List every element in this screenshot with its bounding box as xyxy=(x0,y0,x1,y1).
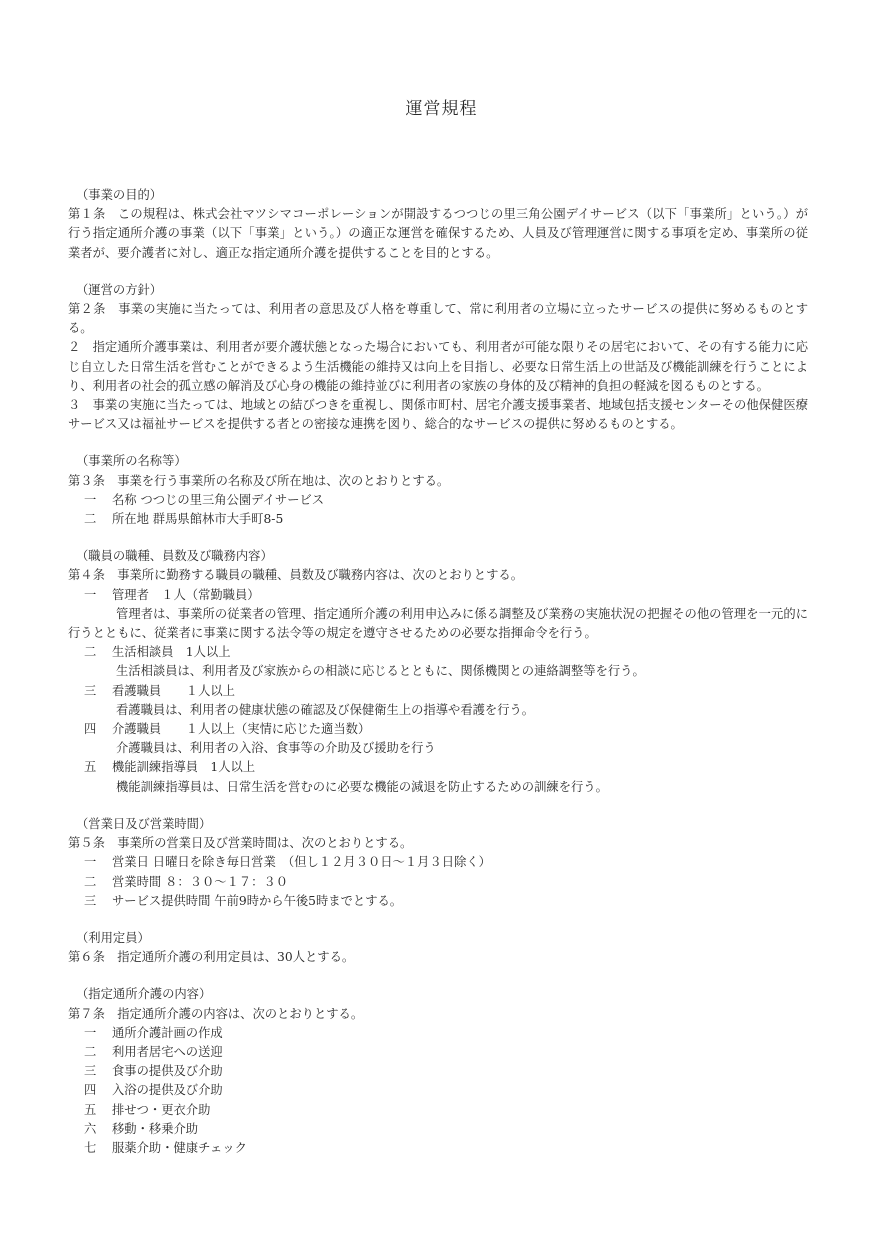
list-item xyxy=(68,892,808,911)
list-item xyxy=(68,491,808,510)
staff-role-item xyxy=(68,682,808,701)
item-text: 入浴の提供及び介助 xyxy=(112,1083,223,1098)
article-5-text: 第５条 事業所の営業日及び営業時間は、次のとおりとする。 xyxy=(68,836,413,851)
item-text: 通所介護計画の作成 xyxy=(112,1025,223,1040)
role-description: 管理者は、事業所の従業者の管理、指定通所介護の利用申込みに係る調整及び業務の実施状況の把握その他の管理を一元的に行うとともに、従業者に事業に関する法令等の規定を遵守させるための必要な指揮命令を行う。 xyxy=(68,606,808,641)
article-6-heading: （利用定員） xyxy=(76,930,150,945)
list-item xyxy=(68,1101,808,1120)
role-description: 機能訓練指導員は、日常生活を営むのに必要な機能の減退を防止するための訓練を行う。 xyxy=(116,779,608,794)
item-number: 三 xyxy=(84,1064,97,1079)
article-2-text: 第２条 事業の実施に当たっては、利用者の意思及び人格を尊重して、常に利用者の立場に立ったサービスの提供に努めるものとする。 xyxy=(68,302,808,336)
article-4-text: 第４条 事業所に勤務する職員の職種、員数及び職務内容は、次のとおりとする。 xyxy=(68,568,523,583)
article-2-paragraph-2: ２ 指定通所介護事業は、利用者が要介護状態となった場合においても、利用者が可能な限りその居宅において、その有する能力に応じ自立した日常生活を営むことができるよう生活機能の維持又は向上を目指し、必要な日常生活上の世話及び機能訓練を行うことにより、利用者の社会的孤立感の解消及び心身の機能の維持並びに利用者の家族の身体的及び精神的負担の軽減を図るものとする。 xyxy=(68,340,808,393)
role-description: 生活相談員は、利用者及び家族からの相談に応じるとともに、関係機関との連絡調整等を行う。 xyxy=(116,664,645,679)
item-number: 四 xyxy=(84,1083,97,1098)
article-6-text: 第６条 指定通所介護の利用定員は、30人とする。 xyxy=(68,950,355,965)
item-number: 五 xyxy=(84,1102,97,1117)
article-7-heading: （指定通所介護の内容） xyxy=(76,987,212,1002)
list-item xyxy=(68,853,808,872)
list-item xyxy=(68,1120,808,1139)
item-number: 二 xyxy=(84,1044,97,1059)
article-5 xyxy=(68,815,808,911)
role-title: 管理者 １人（常勤職員） xyxy=(112,587,260,602)
article-4-heading: （職員の職種、員数及び職務内容） xyxy=(76,549,273,564)
role-title: 看護職員 １人以上 xyxy=(112,683,235,698)
item-text: 名称 つつじの里三角公園デイサービス xyxy=(112,492,325,507)
item-text: 営業時間 ８：３０～１７：３０ xyxy=(112,874,289,889)
role-description: 看護職員は、利用者の健康状態の確認及び保健衛生上の指導や看護を行う。 xyxy=(116,702,535,717)
article-2 xyxy=(68,281,808,435)
item-text: 食事の提供及び介助 xyxy=(112,1064,223,1079)
article-7 xyxy=(68,985,808,1158)
staff-role-item xyxy=(68,758,808,777)
item-number: 六 xyxy=(84,1121,97,1136)
item-number: 七 xyxy=(84,1140,97,1155)
list-item xyxy=(68,510,808,529)
article-1-heading: （事業の目的） xyxy=(76,188,163,202)
article-4 xyxy=(68,547,808,797)
role-title: 生活相談員 1人以上 xyxy=(112,645,231,660)
staff-role-item xyxy=(68,643,808,662)
list-item xyxy=(68,1081,808,1100)
item-number: 二 xyxy=(84,645,97,660)
list-item xyxy=(68,1024,808,1043)
article-7-text: 第７条 指定通所介護の内容は、次のとおりとする。 xyxy=(68,1006,364,1021)
item-text: 営業日 日曜日を除き毎日営業 （但し１２月３０日～１月３日除く） xyxy=(112,855,491,870)
article-3-heading: （事業所の名称等） xyxy=(76,454,187,469)
list-item xyxy=(68,1062,808,1081)
item-text: サービス提供時間 午前9時から午後5時までとする。 xyxy=(112,893,403,908)
staff-role-item xyxy=(68,720,808,739)
article-5-heading: （営業日及び営業時間） xyxy=(76,816,212,831)
list-item xyxy=(68,1043,808,1062)
item-number: 一 xyxy=(84,492,97,507)
item-text: 服薬介助・健康チェック xyxy=(112,1140,247,1155)
item-number: 五 xyxy=(84,760,97,775)
item-number: 一 xyxy=(84,587,97,602)
role-title: 介護職員 １人以上（実情に応じた適当数） xyxy=(112,722,371,737)
item-text: 移動・移乗介助 xyxy=(112,1121,199,1136)
item-number: 三 xyxy=(84,683,97,698)
document-title: 運営規程 xyxy=(405,99,478,119)
item-number: 三 xyxy=(84,893,97,908)
item-number: 一 xyxy=(84,855,97,870)
article-2-heading: （運営の方針） xyxy=(76,282,163,297)
item-text: 所在地 群馬県館林市大手町8-5 xyxy=(112,512,284,527)
staff-role-item xyxy=(68,586,808,605)
article-3 xyxy=(68,452,808,529)
item-number: 一 xyxy=(84,1025,97,1040)
item-number: 四 xyxy=(84,722,97,737)
list-item xyxy=(68,1139,808,1158)
item-number: 二 xyxy=(84,512,97,527)
article-3-text: 第３条 事業を行う事業所の名称及び所在地は、次のとおりとする。 xyxy=(68,473,450,488)
role-title: 機能訓練指導員 1人以上 xyxy=(112,760,256,775)
list-item xyxy=(68,873,808,892)
role-description: 介護職員は、利用者の入浴、食事等の介助及び援助を行う xyxy=(116,741,436,756)
article-1 xyxy=(68,186,808,263)
item-text: 排せつ・更衣介助 xyxy=(112,1102,211,1117)
item-number: 二 xyxy=(84,874,97,889)
article-1-text: 第１条 この規程は、株式会社マツシマコーポレーションが開設するつつじの里三角公園デイサービス（以下「事業所」という。）が行う指定通所介護の事業（以下「事業」という。）の適正な運営を確保するため、人員及び管理運営に関する事項を定め、事業所の従業者が、要介護者に対し、適正な指定通所介護を提供することを目的とする。 xyxy=(68,207,808,260)
article-2-paragraph-3: ３ 事業の実施に当たっては、地域との結びつきを重視し、関係市町村、居宅介護支援事業者、地域包括支援センターその他保健医療サービス又は福祉サービスを提供する者との密接な連携を図り、総合的なサービスの提供に努めるものとする。 xyxy=(68,398,808,432)
item-text: 利用者居宅への送迎 xyxy=(112,1044,223,1059)
document-body xyxy=(68,186,808,1176)
article-6 xyxy=(68,929,808,967)
